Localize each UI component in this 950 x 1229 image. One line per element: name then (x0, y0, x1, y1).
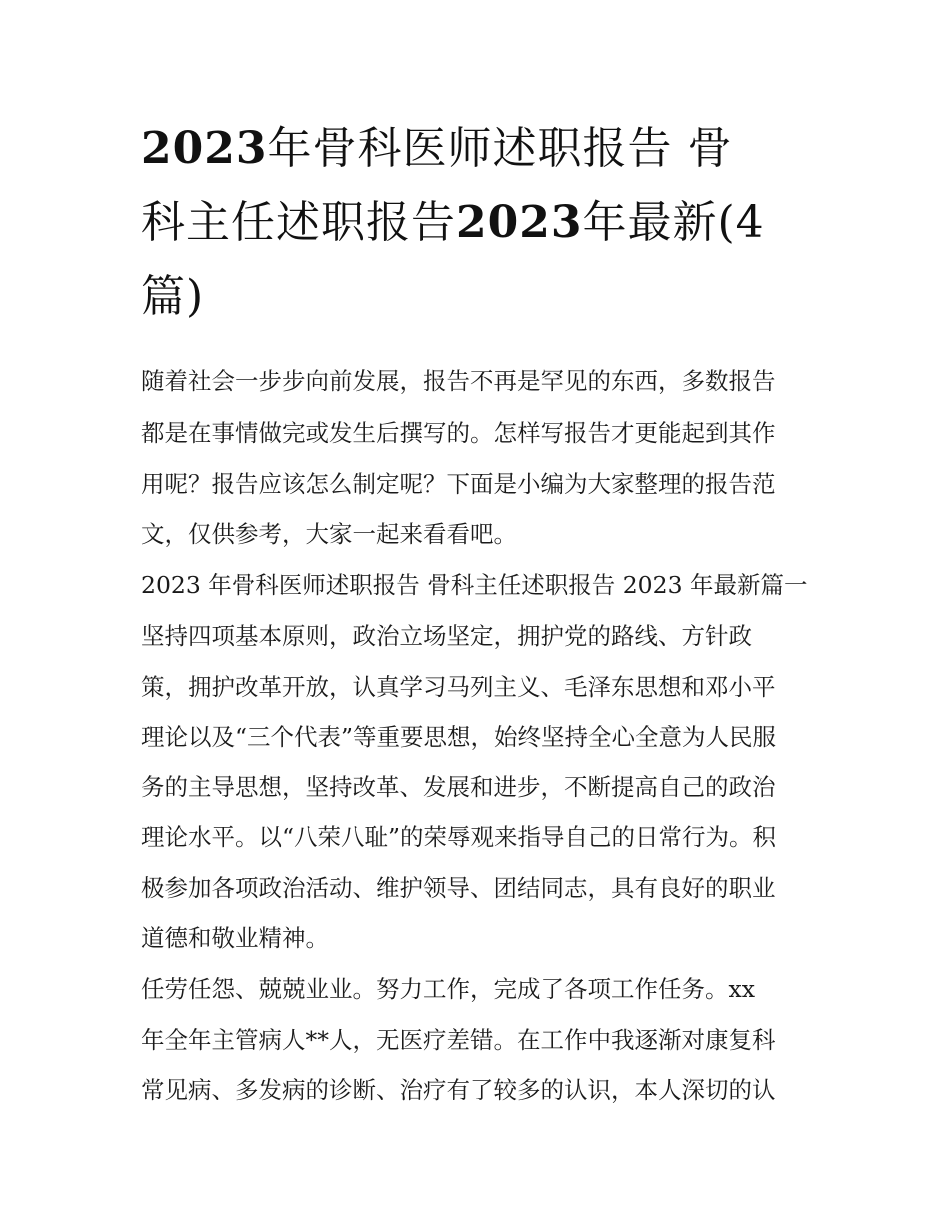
title-line-1 (141, 123, 732, 174)
title-text-2: 科主任述职报告 (141, 197, 456, 248)
paragraph2-line-1: 任劳任怨、兢兢业业。努力工作，完成了各项工作任务。xx (141, 975, 756, 1003)
title-line-2 (141, 197, 765, 248)
paragraph-line-1: 坚持四项基本原则，政治立场坚定，拥护党的路线、方针政 (141, 622, 752, 650)
paragraph-line-5: 理论水平。以“八荣八耻”的荣辱观来指导自己的日常行为。积 (141, 823, 777, 851)
paragraph-line-4: 务的主导思想，坚持改革、发展和进步，不断提高自己的政治 (141, 773, 776, 801)
title-text-4: 篇) (141, 271, 205, 322)
section-heading-1: 2023 年骨科医师述职报告 骨科主任述职报告 2023 年最新篇一 (141, 571, 808, 599)
intro-line-3: 用呢？报告应该怎么制定呢？下面是小编为大家整理的报告范 (141, 470, 776, 498)
intro-line-2: 都是在事情做完或发生后撰写的。怎样写报告才更能起到其作 (141, 419, 776, 447)
intro-line-4: 文，仅供参考，大家一起来看看吧。 (141, 520, 517, 548)
paragraph2-line-2: 年全年主管病人**人，无医疗差错。在工作中我逐渐对康复科 (141, 1026, 776, 1054)
title-line-3 (141, 271, 204, 322)
paragraph-line-3: 理论以及“三个代表”等重要思想，始终坚持全心全意为人民服 (141, 723, 777, 751)
paragraph-line-2: 策，拥护改革开放，认真学习马列主义、毛泽东思想和邓小平 (141, 673, 776, 701)
document-title (141, 112, 821, 334)
intro-line-1: 随着社会一步步向前发展，报告不再是罕见的东西，多数报告 (141, 367, 776, 395)
title-year-1: 2023 (141, 123, 268, 174)
title-text-3: 年最新(4 (582, 197, 765, 248)
paragraph2-line-3: 常见病、多发病的诊断、治疗有了较多的认识，本人深切的认 (141, 1076, 776, 1104)
title-text-1: 年骨科医师述职报告 骨 (267, 123, 733, 174)
title-year-2: 2023 (456, 197, 583, 248)
paragraph-line-6: 极参加各项政治活动、维护领导、团结同志，具有良好的职业 (141, 874, 776, 902)
paragraph-line-7: 道德和敬业精神。 (141, 924, 329, 952)
